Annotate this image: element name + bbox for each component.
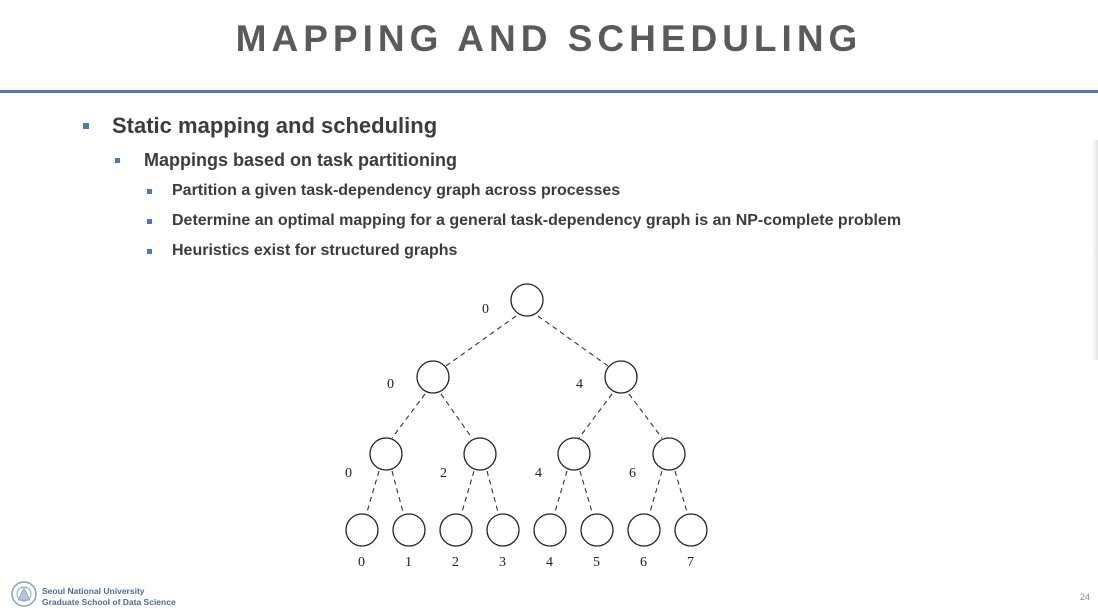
tree-leaf: [440, 514, 472, 546]
tree-node: [464, 438, 496, 470]
tree-node: [558, 438, 590, 470]
leaf-label: 0: [358, 555, 365, 570]
tree-node-root: [511, 284, 543, 316]
tree-leaf: [628, 514, 660, 546]
square-bullet-icon: [115, 158, 120, 163]
bullet-level3: [147, 182, 620, 200]
tree-edge: [462, 471, 474, 512]
leaf-label: 3: [499, 555, 506, 570]
leaf-label: 2: [452, 555, 459, 570]
square-bullet-icon: [83, 123, 89, 129]
tree-edge: [367, 471, 379, 512]
tree-nodes: [346, 284, 707, 546]
node-label: 6: [629, 466, 636, 481]
tree-edge: [441, 394, 472, 438]
tree-node: [370, 438, 402, 470]
bullet-text: Heuristics exist for structured graphs: [172, 242, 458, 259]
bullet-text: Partition a given task-dependency graph across processes: [172, 182, 621, 199]
tree-leaf: [675, 514, 707, 546]
tree-edge: [392, 471, 403, 512]
leaf-label: 4: [546, 555, 553, 570]
bullet-text: Static mapping and scheduling: [112, 113, 438, 138]
square-bullet-icon: [147, 249, 152, 254]
school-label: Graduate School of Data Science: [42, 597, 176, 607]
bullet-level3: [147, 242, 457, 260]
square-bullet-icon: [147, 189, 152, 194]
bullet-level3: [147, 212, 901, 230]
tree-leaf: [534, 514, 566, 546]
bullet-level2: [115, 150, 457, 171]
tree-edge: [555, 471, 567, 512]
page-number: 24: [1079, 592, 1090, 602]
tree-leaf: [487, 514, 519, 546]
bullet-text: Mappings based on task partitioning: [144, 150, 458, 170]
university-emblem-icon: [8, 580, 40, 608]
slide-edge-shadow: [1092, 140, 1098, 360]
tree-edge: [579, 394, 612, 438]
square-bullet-icon: [147, 219, 152, 224]
tree-edge: [487, 471, 498, 512]
node-label: 0: [345, 466, 352, 481]
leaf-label: 1: [405, 555, 412, 570]
tree-edge: [446, 316, 516, 366]
tree-edge: [580, 471, 592, 512]
tree-leaf: [393, 514, 425, 546]
node-label: 4: [535, 466, 542, 481]
leaf-label: 7: [687, 555, 694, 570]
tree-edge: [392, 394, 425, 438]
tree-node: [653, 438, 685, 470]
tree-leaf: [346, 514, 378, 546]
tree-edge: [675, 471, 687, 512]
tree-edge: [650, 471, 662, 512]
title-divider: [0, 90, 1098, 93]
bullet-level1: [83, 113, 437, 139]
university-label: Seoul National University: [42, 586, 145, 596]
leaf-label: 6: [640, 555, 647, 570]
bullet-text: Determine an optimal mapping for a general task-dependency graph is an NP-complete problem: [172, 212, 902, 229]
university-name: [42, 586, 176, 608]
tree-edge: [538, 316, 608, 366]
tree-edge: [629, 394, 662, 438]
node-label: 0: [482, 302, 489, 317]
node-label: 2: [440, 466, 447, 481]
task-dependency-tree: [0, 270, 1098, 575]
node-label: 4: [576, 377, 583, 392]
slide-title: MAPPING AND SCHEDULING: [235, 18, 863, 59]
tree-node: [417, 361, 449, 393]
node-label: 0: [387, 377, 394, 392]
tree-edges: [367, 316, 687, 512]
tree-node: [605, 361, 637, 393]
leaf-label: 5: [593, 555, 600, 570]
tree-leaf: [581, 514, 613, 546]
